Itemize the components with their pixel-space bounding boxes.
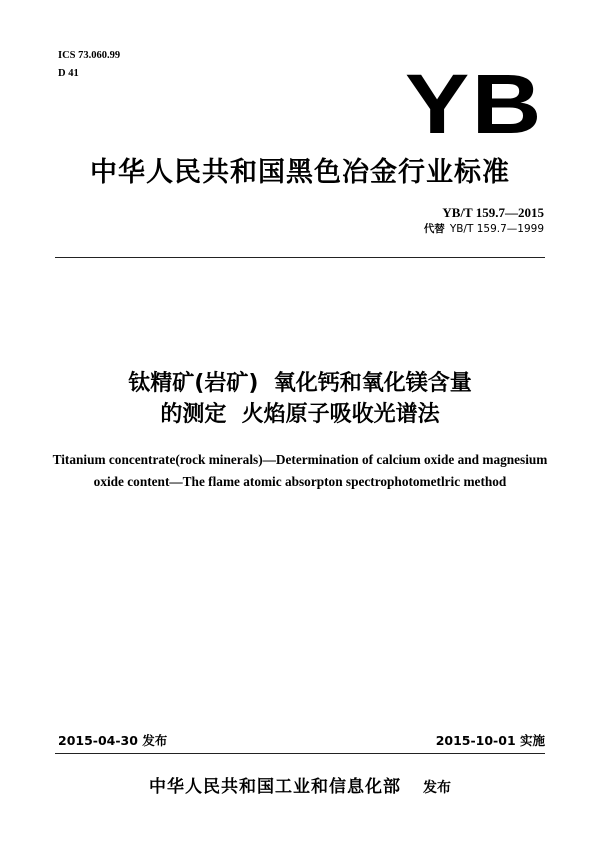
issue-date: 2015-04-30 发布	[58, 733, 168, 748]
replaces-label: 代替	[423, 223, 445, 235]
chinese-title	[0, 368, 600, 430]
chinese-title-line-1: 钛精矿(岩矿) 氧化钙和氧化镁含量	[128, 371, 472, 396]
replaces-line	[424, 222, 544, 236]
publisher-label: 发布	[423, 780, 451, 796]
replaces-code: YB/T 159.7—1999	[449, 223, 544, 235]
footer-divider	[55, 753, 545, 754]
english-title-line-1: Titanium concentrate(rock minerals)—Determination of calcium oxide and magnesium	[52, 452, 548, 467]
header-divider	[55, 257, 545, 258]
standard-code: YB/T 159.7—2015	[442, 205, 544, 220]
chinese-title-line-2: 的测定 火焰原子吸收光谱法	[160, 402, 440, 427]
english-title-line-2: oxide content—The flame atomic absorpton spectrophotometlric method	[93, 474, 507, 489]
publisher-line	[0, 776, 600, 799]
english-title	[0, 449, 600, 493]
ics-code: ICS 73.060.99	[58, 50, 121, 61]
yb-logo: YB	[405, 57, 544, 151]
publisher-name: 中华人民共和国工业和信息化部	[149, 777, 401, 797]
implementation-date: 2015-10-01 实施	[435, 733, 545, 748]
organization-title: 中华人民共和国黑色冶金行业标准	[90, 157, 510, 188]
classification-code: D 41	[58, 68, 79, 79]
